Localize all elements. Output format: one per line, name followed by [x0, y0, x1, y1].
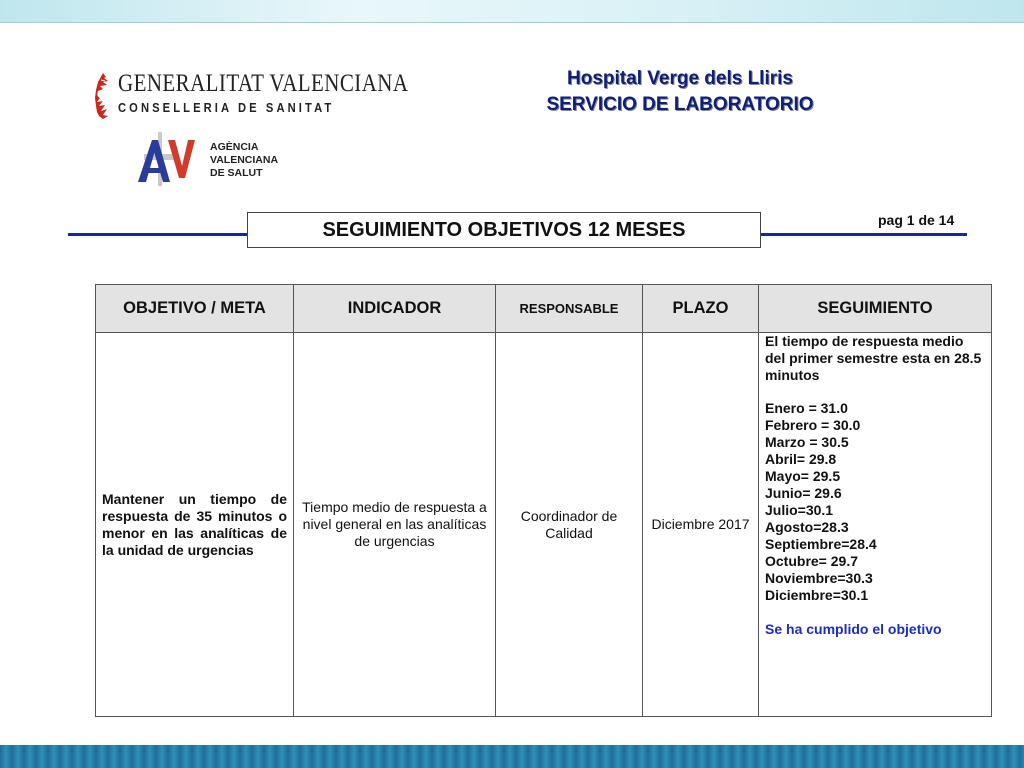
- table-row: [96, 333, 992, 717]
- objectives-table: [95, 284, 992, 717]
- monthly-value: Septiembre=28.4: [765, 536, 877, 552]
- monthly-value: Octubre= 29.7: [765, 553, 858, 569]
- hospital-header: [500, 66, 860, 118]
- title-rule-right: [761, 233, 967, 236]
- monthly-value: Marzo = 30.5: [765, 434, 849, 450]
- avs-line-1: AGÈNCIA: [210, 141, 259, 153]
- column-header-responsable: RESPONSABLE: [496, 285, 643, 333]
- coat-of-arms-icon: [94, 72, 112, 120]
- page-title: SEGUIMIENTO OBJETIVOS 12 MESES: [247, 212, 761, 248]
- avs-wordmark: [210, 141, 278, 180]
- monthly-values-list: [765, 400, 985, 604]
- cell-objetivo: Mantener un tiempo de respuesta de 35 minutos o menor en las analíticas de la unidad de urgencias: [96, 333, 294, 717]
- monthly-value: Agosto=28.3: [765, 519, 849, 535]
- page-indicator: pag 1 de 14: [878, 212, 955, 228]
- column-header-objetivo: OBJETIVO / META: [96, 285, 294, 333]
- seguimiento-intro: El tiempo de respuesta medio del primer semestre esta en 28.5 minutos: [765, 333, 982, 383]
- avs-line-3: DE SALUT: [210, 167, 263, 179]
- monthly-value: Abril= 29.8: [765, 451, 837, 467]
- monthly-value: Mayo= 29.5: [765, 468, 841, 484]
- monthly-value: Junio= 29.6: [765, 485, 842, 501]
- gva-title: GENERALITAT VALENCIANA: [118, 70, 409, 97]
- hospital-name: Hospital Verge dels Lliris: [567, 68, 793, 89]
- cell-responsable: Coordinador de Calidad: [496, 333, 643, 717]
- monthly-value: Julio=30.1: [765, 502, 834, 518]
- monthly-value: Enero = 31.0: [765, 400, 848, 416]
- service-name: SERVICIO DE LABORATORIO: [546, 94, 814, 115]
- monthly-value: Noviembre=30.3: [765, 570, 873, 586]
- avs-monogram-icon: [136, 130, 202, 188]
- cell-plazo: Diciembre 2017: [643, 333, 759, 717]
- objective-result: Se ha cumplido el objetivo: [765, 621, 942, 637]
- gva-subtitle: CONSELLERIA DE SANITAT: [118, 100, 335, 115]
- cell-indicador: Tiempo medio de respuesta a nivel general en las analíticas de urgencias: [294, 333, 496, 717]
- column-header-seguimiento: SEGUIMIENTO: [759, 285, 992, 333]
- generalitat-valenciana-logo: [94, 70, 409, 122]
- avs-line-2: VALENCIANA: [210, 154, 279, 166]
- column-header-indicador: INDICADOR: [294, 285, 496, 333]
- agencia-valenciana-salut-logo: [136, 130, 306, 190]
- column-header-plazo: PLAZO: [643, 285, 759, 333]
- bottom-decorative-bar: [0, 745, 1024, 768]
- monthly-value: Diciembre=30.1: [765, 587, 869, 603]
- top-decorative-bar: [0, 0, 1024, 23]
- cell-seguimiento: [759, 333, 992, 717]
- title-rule-left: [68, 233, 248, 236]
- table-header-row: [96, 285, 992, 333]
- monthly-value: Febrero = 30.0: [765, 417, 861, 433]
